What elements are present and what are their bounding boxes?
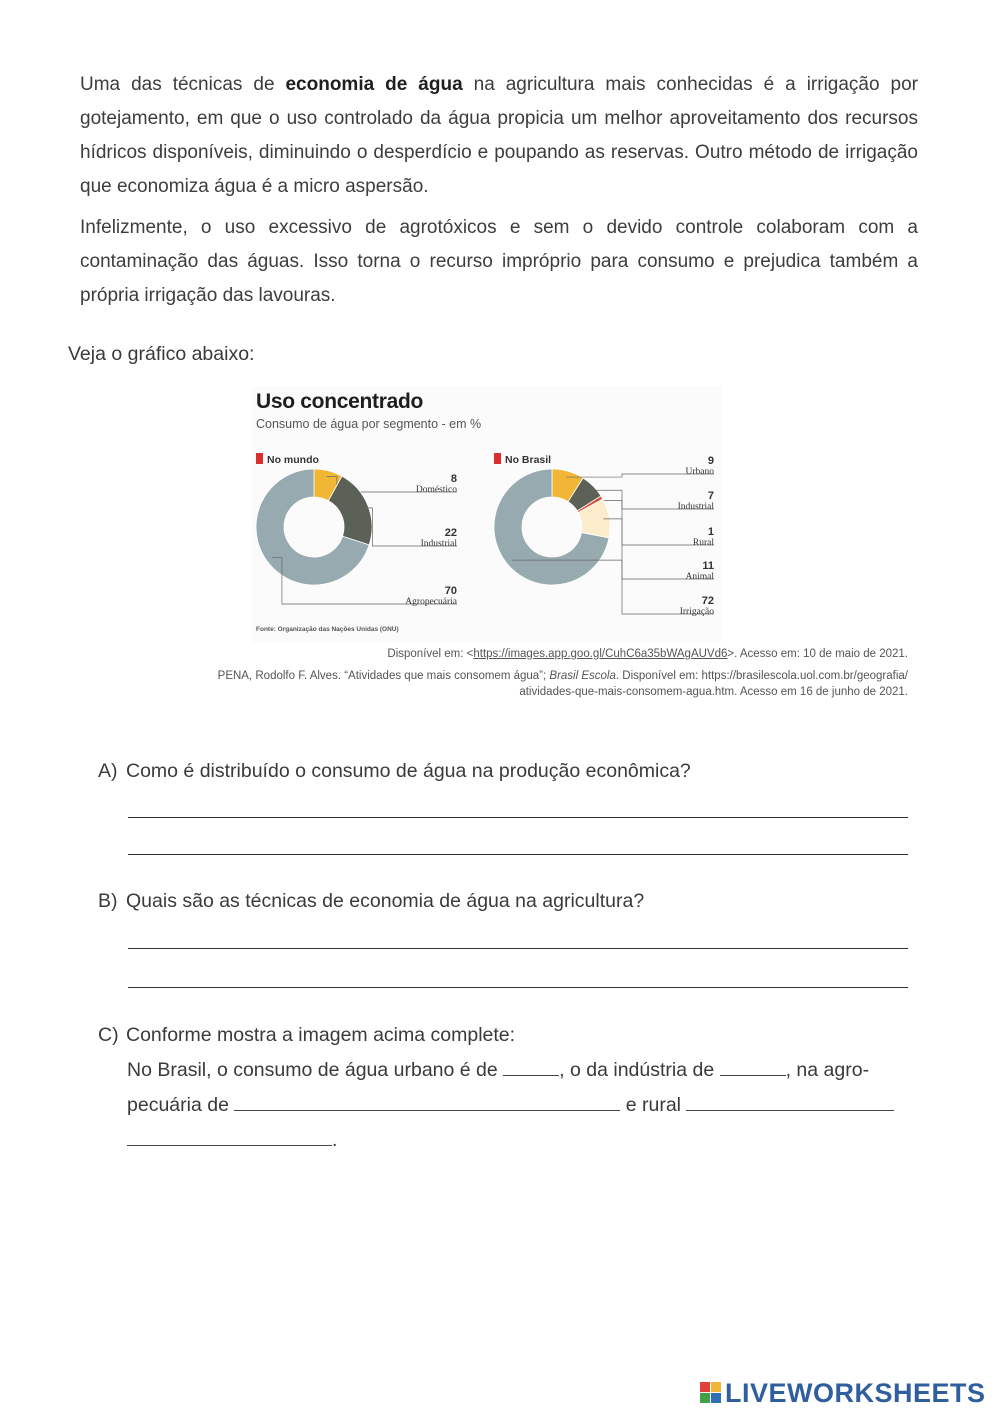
data-label-1-0: Urbano <box>685 467 714 477</box>
answer-line-b1[interactable] <box>128 948 908 949</box>
chart-source: Fonte: Organização das Nações Unidas (ONU) <box>256 626 399 633</box>
data-label-0-2: Agropecuária <box>405 597 457 607</box>
data-value-1-2: 1 <box>707 526 714 538</box>
paragraph-1: Uma das técnicas de economia de água na agricultura mais conhecidas é a irrigação por gotejamento, em que o uso controlado da água propicia um melhor aproveitamento dos recursos hídricos disponíveis, diminuindo o desperdício e poupando as reservas. Outro método de irrigação que economiza água é a micro aspersão. <box>80 74 918 197</box>
answer-line-a1[interactable] <box>128 817 908 818</box>
bold-phrase: economia de água <box>285 74 463 95</box>
paragraph-2: Infelizmente, o uso excessivo de agrotóxicos e sem o devido controle colaboram com a contaminação das águas. Isso torna o recurso impróprio para consumo e prejudica também a própria irrigação das lavouras. <box>80 217 918 306</box>
chart-intro: Veja o gráfico abaixo: <box>68 343 255 365</box>
blank-urbano[interactable] <box>503 1058 559 1076</box>
blank-industria[interactable] <box>720 1058 786 1076</box>
logo-square-2 <box>700 1393 710 1403</box>
legend-swatch-1 <box>494 453 501 464</box>
question-c: C) Conforme mostra a imagem acima complete: <box>98 1024 516 1046</box>
data-value-0-2: 70 <box>444 585 457 597</box>
question-b: B) Quais são as técnicas de economia de água na agricultura? <box>98 890 645 912</box>
answer-line-a2[interactable] <box>128 854 908 855</box>
fill-in-line-1: No Brasil, o consumo de água urbano é de , o da indústria de , na agro- <box>127 1059 870 1081</box>
logo-mark-icon <box>700 1382 722 1404</box>
chart-subtitle: Consumo de água por segmento - em % <box>256 417 482 431</box>
blank-rural-continued[interactable] <box>127 1128 332 1146</box>
data-value-1-3: 11 <box>702 560 714 572</box>
data-value-0-1: 22 <box>444 527 457 539</box>
credit-link[interactable]: https://images.app.goo.gl/CuhC6a35bWAgAUVd6 <box>473 648 728 660</box>
data-label-0-1: Industrial <box>420 539 457 549</box>
data-value-1-1: 7 <box>707 490 714 502</box>
fill-in-line-3: . <box>127 1123 909 1157</box>
liveworksheets-logo <box>700 1375 986 1411</box>
data-value-0-0: 8 <box>450 473 457 485</box>
logo-square-1 <box>711 1382 721 1392</box>
data-label-1-1: Industrial <box>677 502 714 512</box>
data-label-0-0: Doméstico <box>415 485 457 495</box>
fill-in-line-2: pecuária de e rural <box>127 1088 909 1122</box>
chart-title: Uso concentrado <box>256 390 424 413</box>
data-label-1-4: Irrigação <box>679 607 714 617</box>
data-value-1-4: 72 <box>701 595 714 607</box>
answer-line-b2[interactable] <box>128 987 908 988</box>
blank-agropecuaria[interactable] <box>234 1093 620 1111</box>
legend-label-1: No Brasil <box>505 454 552 466</box>
legend-label-0: No mundo <box>267 454 319 466</box>
data-label-1-2: Rural <box>692 538 714 548</box>
leader-line-1-3 <box>603 519 714 579</box>
logo-text: LIVEWORKSHEETS <box>725 1377 986 1408</box>
data-label-1-3: Animal <box>685 572 714 582</box>
chart-figure <box>252 386 722 642</box>
logo-square-3 <box>711 1393 721 1403</box>
credit-line-2: PENA, Rodolfo F. Alves. “Atividades que mais consomem água”; Brasil Escola. Disponível em: https://brasilescola.uol.com.br/geografia/ atividades-que-mais-consomem-agua.htm. Acesso em 16 de junho de 2021. <box>217 670 908 698</box>
blank-rural[interactable] <box>686 1093 894 1111</box>
logo-square-0 <box>700 1382 710 1392</box>
data-value-1-0: 9 <box>707 455 714 467</box>
credit-line-1: Disponível em: <https://images.app.goo.gl/CuhC6a35bWAgAUVd6>. Acesso em: 10 de maio de 2021. <box>387 648 908 660</box>
legend-swatch-0 <box>256 453 263 464</box>
question-a: A) Como é distribuído o consumo de água na produção econômica? <box>98 760 691 782</box>
